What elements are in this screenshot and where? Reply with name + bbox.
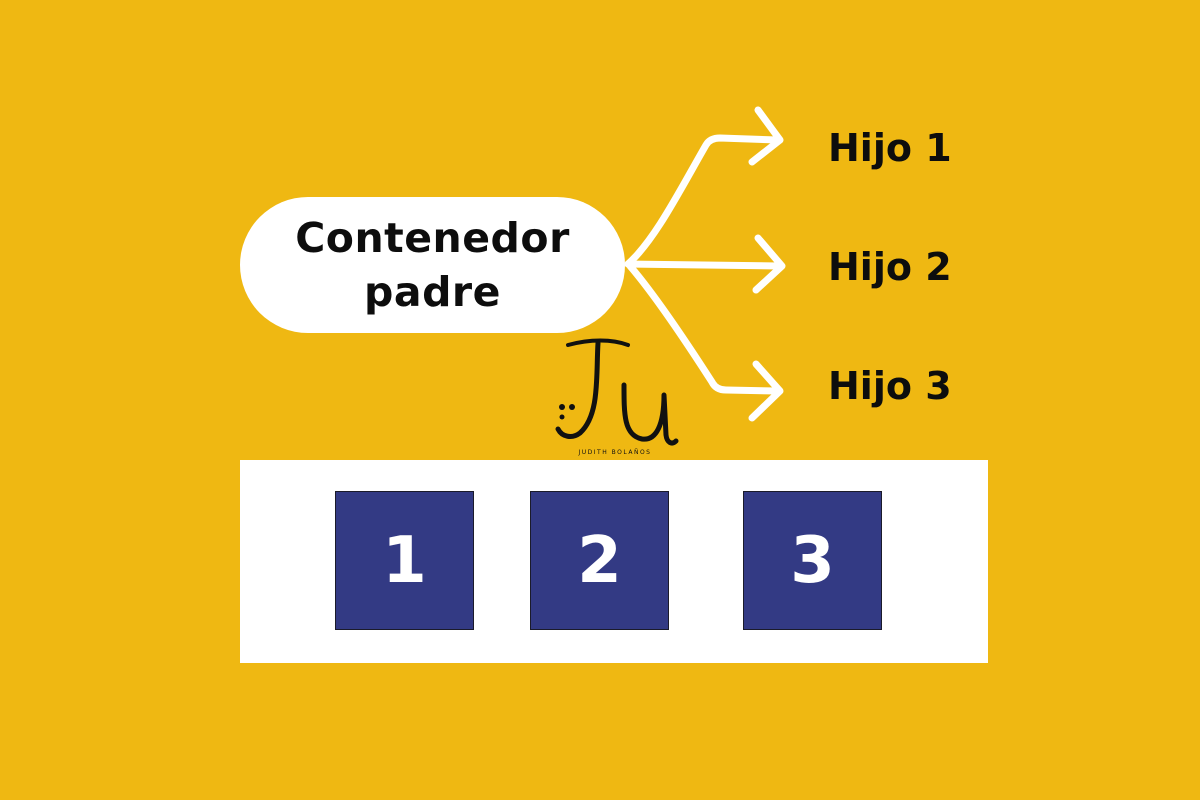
flex-item-1 bbox=[335, 491, 474, 630]
parent-label-line1: Contenedor bbox=[295, 214, 570, 262]
child-label-3: Hijo 3 bbox=[828, 364, 952, 408]
flex-item-2 bbox=[530, 491, 669, 630]
child-label-1: Hijo 1 bbox=[828, 126, 952, 170]
flex-item-3-label: 3 bbox=[790, 523, 835, 598]
flex-item-1-label: 1 bbox=[382, 523, 427, 598]
flex-item-2-label: 2 bbox=[577, 523, 622, 598]
svg-text:JUDITH BOLAÑOS: JUDITH BOLAÑOS bbox=[578, 449, 652, 456]
arrow-to-child-2 bbox=[628, 264, 780, 266]
child-label-2: Hijo 2 bbox=[828, 245, 952, 289]
parent-label-line2: padre bbox=[364, 268, 501, 316]
signature-logo bbox=[550, 335, 680, 460]
flex-item-3 bbox=[743, 491, 882, 630]
flex-container-box bbox=[240, 460, 988, 663]
